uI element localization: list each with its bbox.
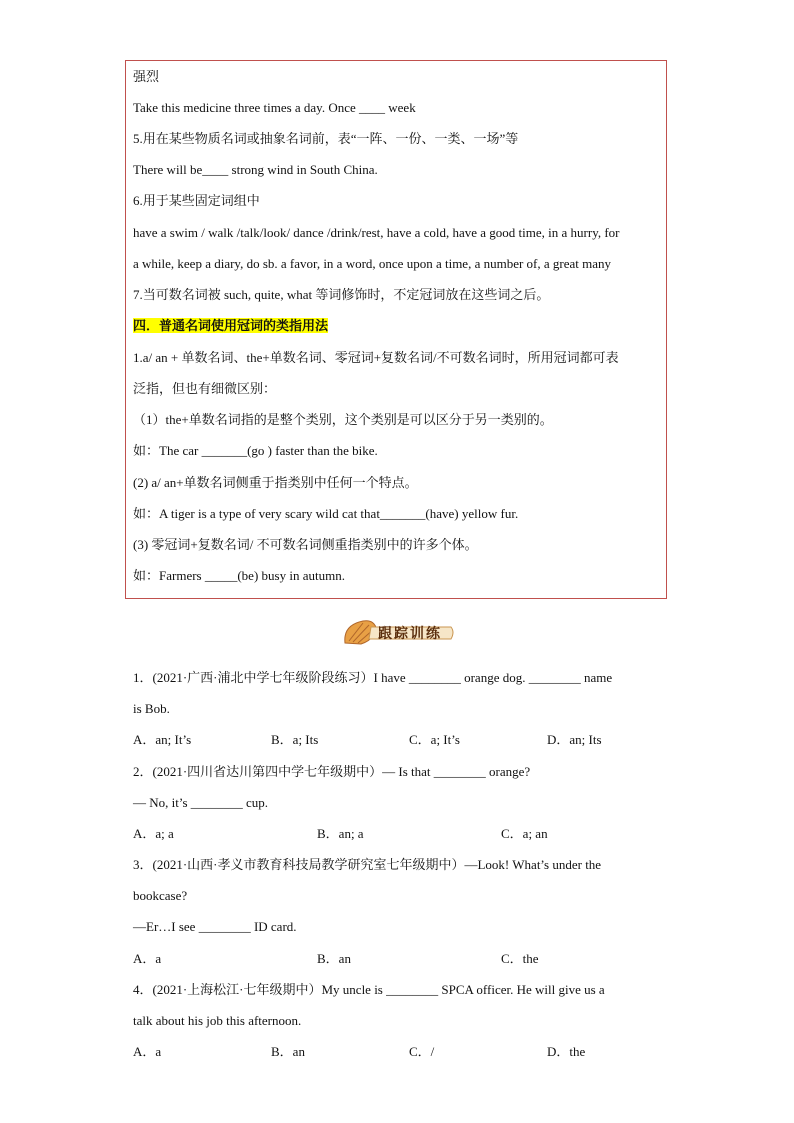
banner-title: 跟踪训练 <box>378 626 442 642</box>
question-stem: —Er…I see ________ ID card. <box>133 919 297 934</box>
question-stem: — No, it’s ________ cup. <box>133 795 269 810</box>
option-d[interactable]: D．an; Its <box>547 732 602 747</box>
option-c[interactable]: C．a; It’s <box>409 732 460 747</box>
option-b[interactable]: B．a; Its <box>271 732 319 747</box>
question-stem: 3．(2021·山西·孝义市教育科技局教学研究室七年级期中）—Look! What’s under the <box>133 857 602 872</box>
section-heading: 四．普通名词使用冠词的类指用法 <box>133 318 329 333</box>
note-line: 6.用于某些固定词组中 <box>133 193 260 208</box>
note-line: (2) a/ an+单数名词侧重于指类别中任何一个特点。 <box>133 475 418 490</box>
note-line: 如：The car _______(go ) faster than the bike. <box>133 443 378 458</box>
note-line: have a swim / walk /talk/look/ dance /drink/rest, have a cold, have a good time, in a hurry, for <box>133 225 620 240</box>
note-line: 7.当可数名词被 such, quite, what 等词修饰时，不定冠词放在这些词之后。 <box>133 287 550 302</box>
note-line: 强烈 <box>133 69 160 84</box>
option-c[interactable]: C．the <box>501 951 539 966</box>
option-a[interactable]: A．a <box>133 951 162 966</box>
note-line: There will be____ strong wind in South China. <box>133 162 378 177</box>
question-stem: 2．(2021·四川省达川第四中学七年级期中）— Is that ________ orange? <box>133 764 531 779</box>
note-line: a while, keep a diary, do sb. a favor, in a word, once upon a time, a number of, a great many <box>133 256 612 271</box>
option-b[interactable]: B．an; a <box>317 826 364 841</box>
option-b[interactable]: B．an <box>271 1044 305 1059</box>
note-line: Take this medicine three times a day. Once ____ week <box>133 100 416 115</box>
question-stem: is Bob. <box>133 701 170 716</box>
note-line: (3) 零冠词+复数名词/ 不可数名词侧重指类别中的许多个体。 <box>133 537 478 552</box>
option-a[interactable]: A．a; a <box>133 826 174 841</box>
note-line: 如：Farmers _____(be) busy in autumn. <box>133 568 345 583</box>
option-c[interactable]: C．/ <box>409 1044 435 1059</box>
question-stem: talk about his job this afternoon. <box>133 1013 302 1028</box>
option-a[interactable]: A．an; It’s <box>133 732 192 747</box>
note-line: （1）the+单数名词指的是整个类别，这个类别是可以区分于另一类别的。 <box>133 412 553 427</box>
note-line: 1.a/ an + 单数名词、the+单数名词、零冠词+复数名词/不可数名词时，所用冠词都可表 <box>133 350 619 365</box>
question-stem: 4．(2021·上海松江·七年级期中）My uncle is ________ SPCA officer. He will give us a <box>133 982 605 997</box>
note-line: 5.用在某些物质名词或抽象名词前，表“一阵、一份、一类、一场”等 <box>133 131 519 146</box>
option-d[interactable]: D．the <box>547 1044 586 1059</box>
option-a[interactable]: A．a <box>133 1044 162 1059</box>
option-c[interactable]: C．a; an <box>501 826 548 841</box>
option-b[interactable]: B．an <box>317 951 351 966</box>
question-stem: bookcase? <box>133 888 188 903</box>
question-stem: 1．(2021·广西·浦北中学七年级阶段练习）I have ________ orange dog. ________ name <box>133 670 613 685</box>
note-line: 泛指，但也有细微区别： <box>133 381 277 396</box>
note-line: 如：A tiger is a type of very scary wild cat that_______(have) yellow fur. <box>133 506 519 521</box>
